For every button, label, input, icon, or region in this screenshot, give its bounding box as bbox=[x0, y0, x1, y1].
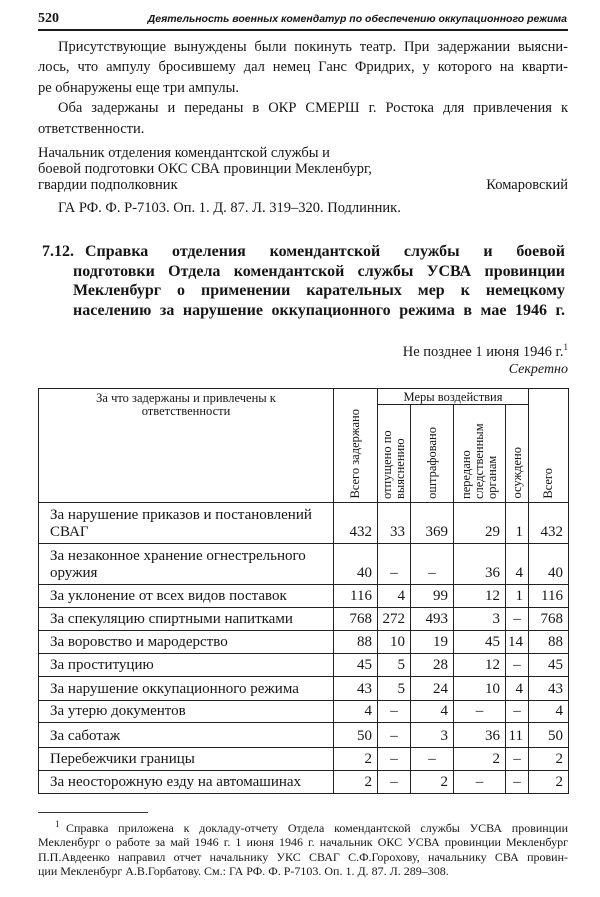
footnote-line: П.П.Авдеенко направил отчет начальнику УКС СВАГ С.Ф.Горохову, начальнику СВА провин- bbox=[38, 849, 568, 864]
cell-fined: 24 bbox=[411, 677, 454, 701]
cell-fined: 3 bbox=[411, 723, 454, 748]
cell-total: 50 bbox=[529, 723, 569, 748]
table-row bbox=[39, 723, 569, 748]
cell-released: – bbox=[378, 701, 411, 723]
row-reason-cell: За незаконное хранение огнестрельного оружия bbox=[39, 544, 334, 585]
cell-released: – bbox=[378, 771, 411, 794]
cell-fined: 369 bbox=[411, 503, 454, 544]
cell-fined: 4 bbox=[411, 701, 454, 723]
row-reason-cell: За нарушение оккупационного режима bbox=[39, 677, 334, 701]
header-transferred-text: передано следственным органам bbox=[459, 423, 499, 499]
signature-block bbox=[38, 145, 568, 194]
paragraph-line: лось, что ампулу бросившему дал немец Ганс Фридрих, у которого на кварти- bbox=[38, 59, 568, 76]
cell-transferred: 36 bbox=[454, 723, 506, 748]
row-reason-cell: За утерю документов bbox=[39, 701, 334, 723]
signature-position-line: боевой подготовки ОКС СВА провинции Мекленбург, bbox=[38, 161, 372, 178]
table-row bbox=[39, 585, 569, 608]
table-row bbox=[39, 771, 569, 794]
footnote-line bbox=[38, 821, 568, 835]
cell-released: – bbox=[378, 544, 411, 585]
header-total-detained-text: Всего задержано bbox=[348, 409, 362, 499]
cell-transferred: 45 bbox=[454, 631, 506, 654]
cell-transferred: 29 bbox=[454, 503, 506, 544]
row-reason-cell: За уклонение от всех видов поставок bbox=[39, 585, 334, 608]
cell-released: – bbox=[378, 723, 411, 748]
cell-total-detained: 45 bbox=[334, 654, 378, 677]
cell-fined: 19 bbox=[411, 631, 454, 654]
header-reason-text: За что задержаны и привлечены к ответственности bbox=[96, 391, 276, 418]
cell-total: 432 bbox=[529, 503, 569, 544]
punitive-measures-table bbox=[38, 388, 569, 794]
table-row bbox=[39, 677, 569, 701]
paragraph-line: ре обнаружены еще три ампулы. bbox=[38, 79, 240, 96]
table-row bbox=[39, 608, 569, 631]
cell-total: 2 bbox=[529, 771, 569, 794]
cell-convicted: 1 bbox=[506, 585, 529, 608]
title-line: подготовки Отдела комендантской службы УСВА провинции bbox=[73, 262, 565, 280]
row-reason-cell: За неосторожную езду на автомашинах bbox=[39, 771, 334, 794]
header-rule bbox=[38, 29, 568, 31]
header-reason bbox=[39, 389, 334, 503]
cell-fined: – bbox=[411, 544, 454, 585]
cell-released: 5 bbox=[378, 677, 411, 701]
previous-document-text bbox=[38, 37, 568, 139]
header-released bbox=[378, 405, 411, 503]
row-reason-cell: За спекуляцию спиртными напитками bbox=[39, 608, 334, 631]
title-line: Мекленбург о применении карательных мер к немецкому bbox=[73, 282, 565, 300]
document-title bbox=[38, 242, 568, 320]
cell-released: 5 bbox=[378, 654, 411, 677]
cell-transferred: 36 bbox=[454, 544, 506, 585]
cell-fined: 99 bbox=[411, 585, 454, 608]
cell-released: – bbox=[378, 748, 411, 771]
table-row bbox=[39, 701, 569, 723]
header-convicted bbox=[506, 405, 529, 503]
paragraph-line: ответственности. bbox=[38, 120, 145, 137]
cell-total: 768 bbox=[529, 608, 569, 631]
cell-total-detained: 432 bbox=[334, 503, 378, 544]
title-line bbox=[38, 242, 568, 262]
header-transferred bbox=[454, 405, 506, 503]
cell-total: 4 bbox=[529, 701, 569, 723]
row-reason-cell: За нарушение приказов и постановлений СВАГ bbox=[39, 503, 334, 544]
table-row bbox=[39, 654, 569, 677]
signature-rank-row bbox=[38, 177, 568, 193]
footnote-line: ции Мекленбург А.В.Горбатову. См.: ГА РФ. Ф. Р-7103. Оп. 1. Д. 87. Л. 289–308. bbox=[38, 864, 449, 879]
cell-total-detained: 768 bbox=[334, 608, 378, 631]
cell-transferred: 12 bbox=[454, 585, 506, 608]
document-date bbox=[38, 344, 568, 361]
cell-released: 33 bbox=[378, 503, 411, 544]
cell-total-detained: 4 bbox=[334, 701, 378, 723]
paragraph-line: Оба задержаны и переданы в ОКР СМЕРШ г. Ростока для привлечения к bbox=[58, 100, 568, 117]
footnote-line: Мекленбург о работе за май 1946 г. 1 июня 1946 г. начальник ОКС УСВА провинции Мекленбург bbox=[38, 835, 568, 850]
footnote-mark-number: 1 bbox=[55, 819, 60, 829]
cell-total-detained: 2 bbox=[334, 771, 378, 794]
header-fined bbox=[411, 405, 454, 503]
archive-reference: ГА РФ. Ф. Р-7103. Оп. 1. Д. 87. Л. 319–320. Подлинник. bbox=[58, 200, 401, 216]
cell-total: 40 bbox=[529, 544, 569, 585]
cell-transferred: – bbox=[454, 701, 506, 723]
cell-total-detained: 50 bbox=[334, 723, 378, 748]
cell-total: 45 bbox=[529, 654, 569, 677]
header-total-detained bbox=[334, 389, 378, 503]
cell-convicted: 14 bbox=[506, 631, 529, 654]
cell-convicted: – bbox=[506, 748, 529, 771]
table-body bbox=[39, 503, 569, 794]
title-text: Справка отделения комендантской службы и боевой bbox=[85, 243, 565, 260]
cell-total-detained: 116 bbox=[334, 585, 378, 608]
cell-total-detained: 40 bbox=[334, 544, 378, 585]
cell-released: 272 bbox=[378, 608, 411, 631]
cell-fined: 28 bbox=[411, 654, 454, 677]
cell-convicted: – bbox=[506, 701, 529, 723]
row-reason-cell: За саботаж bbox=[39, 723, 334, 748]
cell-total: 2 bbox=[529, 748, 569, 771]
date-footnote-mark: 1 bbox=[563, 342, 568, 353]
header-measures-group: Меры воздействия bbox=[378, 389, 529, 405]
running-title: Деятельность военных комендатур по обеспечению оккупационного режима bbox=[147, 13, 567, 25]
date-block bbox=[38, 344, 568, 378]
signature-name: Комаровский bbox=[486, 177, 568, 194]
signature-position-line: Начальник отделения комендантской службы и bbox=[38, 145, 330, 161]
table-row bbox=[39, 544, 569, 585]
cell-fined: 2 bbox=[411, 771, 454, 794]
cell-fined: 493 bbox=[411, 608, 454, 631]
footnote-mark bbox=[55, 821, 66, 835]
header-convicted-text: осуждено bbox=[509, 447, 524, 499]
cell-convicted: – bbox=[506, 771, 529, 794]
footnote bbox=[38, 821, 568, 879]
cell-convicted: 11 bbox=[506, 723, 529, 748]
cell-convicted: 4 bbox=[506, 677, 529, 701]
cell-convicted: – bbox=[506, 654, 529, 677]
cell-total-detained: 43 bbox=[334, 677, 378, 701]
cell-convicted: – bbox=[506, 608, 529, 631]
cell-transferred: 2 bbox=[454, 748, 506, 771]
signature-rank: гвардии подполковник bbox=[38, 177, 178, 194]
date-text: Не позднее 1 июня 1946 г. bbox=[402, 344, 564, 360]
row-reason-cell: Перебежчики границы bbox=[39, 748, 334, 771]
header-total bbox=[529, 389, 569, 503]
footnote-text: Справка приложена к докладу-отчету Отдела комендантской службы УСВА провинции bbox=[66, 821, 568, 835]
cell-released: 10 bbox=[378, 631, 411, 654]
cell-total-detained: 88 bbox=[334, 631, 378, 654]
paragraph-line: Присутствующие вынуждены были покинуть театр. При задержании выясни- bbox=[58, 39, 568, 55]
cell-convicted: 1 bbox=[506, 503, 529, 544]
document-number: 7.12. bbox=[42, 243, 74, 260]
classification-label: Секретно bbox=[508, 362, 568, 377]
table-row bbox=[39, 631, 569, 654]
header-released-text: отпущено по выяснению bbox=[380, 430, 407, 499]
table-header-row bbox=[39, 389, 569, 405]
cell-transferred: 3 bbox=[454, 608, 506, 631]
cell-total: 116 bbox=[529, 585, 569, 608]
table-row bbox=[39, 748, 569, 771]
footnote-rule bbox=[38, 812, 148, 813]
row-reason-cell: За проституцию bbox=[39, 654, 334, 677]
cell-convicted: 4 bbox=[506, 544, 529, 585]
cell-total: 88 bbox=[529, 631, 569, 654]
cell-transferred: – bbox=[454, 771, 506, 794]
cell-transferred: 12 bbox=[454, 654, 506, 677]
header-fined-text: оштрафовано bbox=[424, 427, 439, 499]
title-line: населению за нарушение оккупационного режима в мае 1946 г. bbox=[73, 301, 565, 319]
page-number: 520 bbox=[38, 11, 59, 26]
table-row bbox=[39, 503, 569, 544]
cell-released: 4 bbox=[378, 585, 411, 608]
cell-total: 43 bbox=[529, 677, 569, 701]
cell-fined: – bbox=[411, 748, 454, 771]
cell-total-detained: 2 bbox=[334, 748, 378, 771]
header-total-text: Всего bbox=[541, 468, 555, 499]
cell-transferred: 10 bbox=[454, 677, 506, 701]
row-reason-cell: За воровство и мародерство bbox=[39, 631, 334, 654]
